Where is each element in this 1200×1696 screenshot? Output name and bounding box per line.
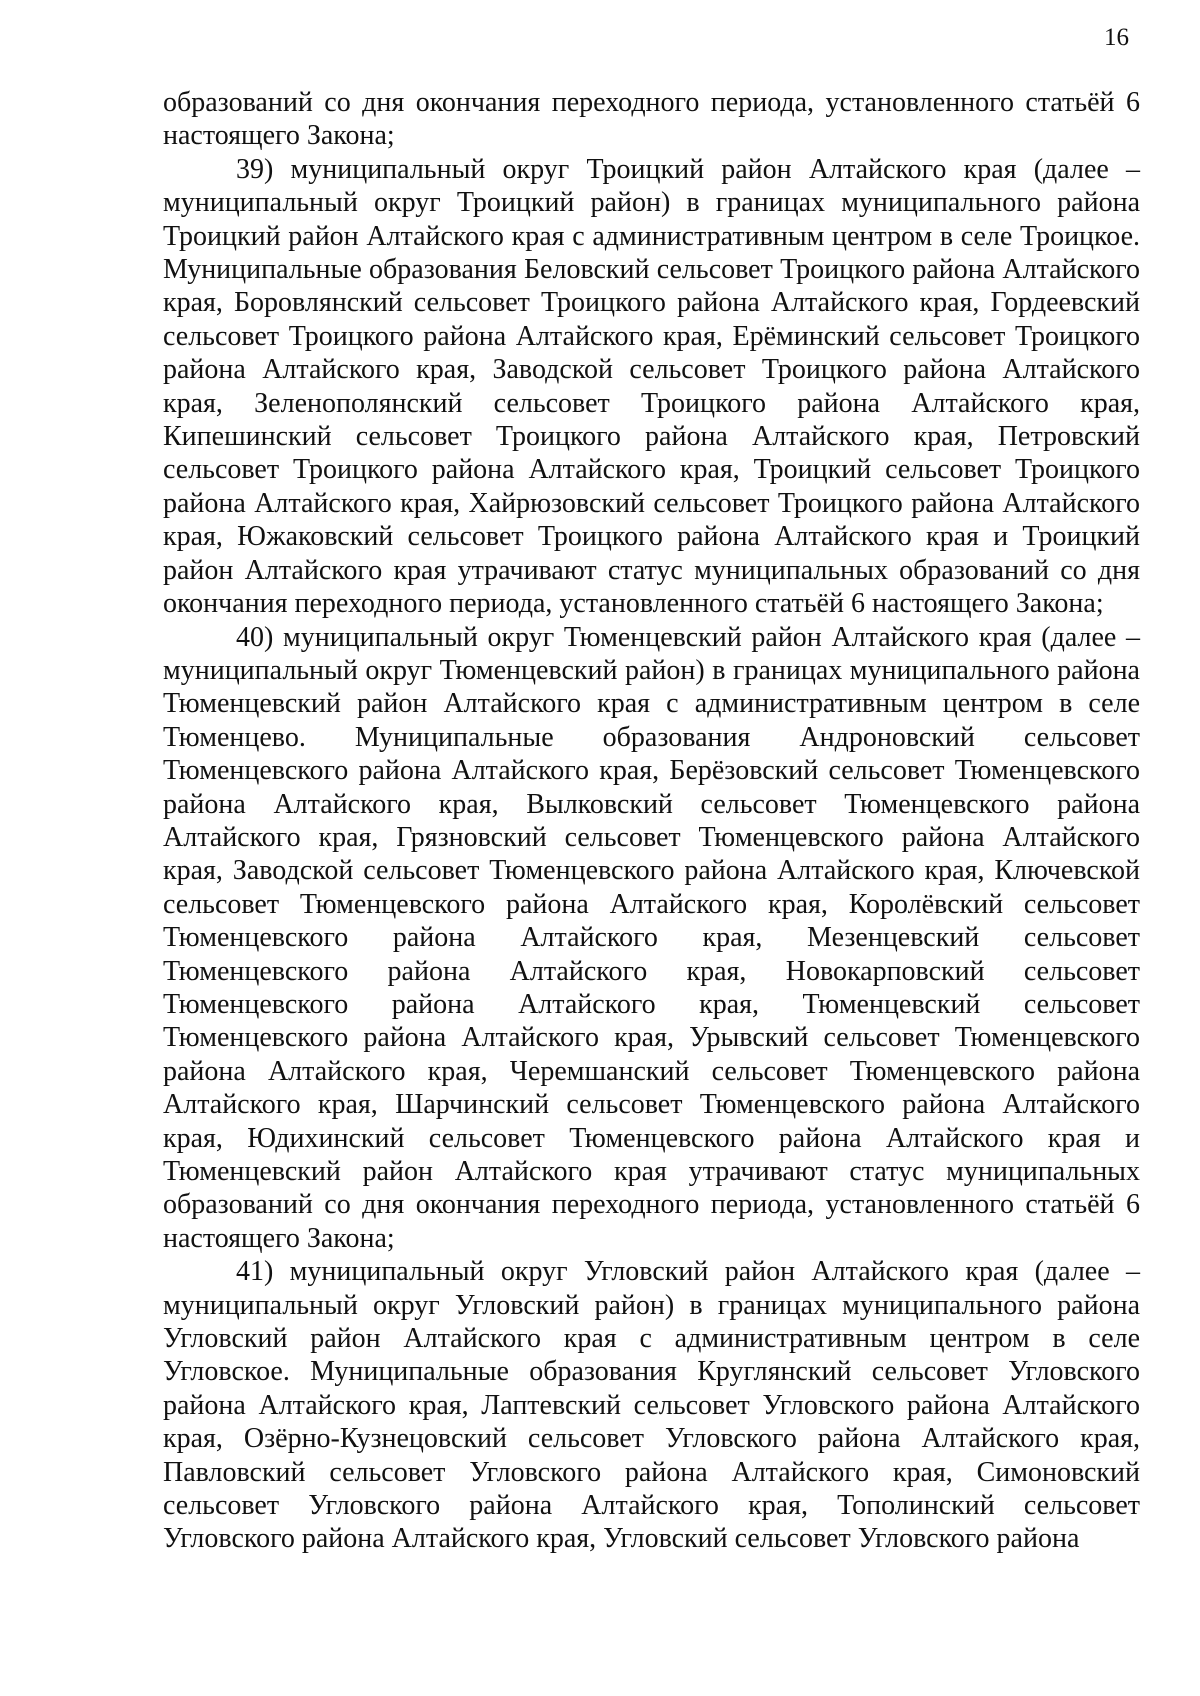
paragraph-item-39: 39) муниципальный округ Троицкий район Алтайского края (далее – муниципальный округ Троицкий район) в границах муниципального района Троицкий район Алтайского края с административным центром в селе Троицкое. Муниципальные образования Беловский сельсовет Троицкого района Алтайского края, Боровлянский сельсовет Троицкого района Алтайского края, Гордеевский сельсовет Троицкого района Алтайского края, Ерёминский сельсовет Троицкого района Алтайского края, Заводской сельсовет Троицкого района Алтайского края, Зеленополянский сельсовет Троицкого района Алтайского края, Кипешинский сельсовет Троицкого района Алтайского края, Петровский сельсовет Троицкого района Алтайского края, Троицкий сельсовет Троицкого района Алтайского края, Хайрюзовский сельсовет Троицкого района Алтайского края, Южаковский сельсовет Троицкого района Алтайского края и Троицкий район Алтайского края утрачивают статус муниципальных образований со дня окончания переходного периода, установленного статьёй 6 настоящего Закона; bbox=[163, 153, 1140, 620]
paragraph-continuation: образований со дня окончания переходного периода, установленного статьёй 6 настоящего Закона; bbox=[163, 87, 1140, 152]
page-number: 16 bbox=[1104, 24, 1129, 51]
paragraph-item-40: 40) муниципальный округ Тюменцевский район Алтайского края (далее – муниципальный округ Тюменцевский район) в границах муниципального района Тюменцевский район Алтайского края с административным центром в селе Тюменцево. Муниципальные образования Андроновский сельсовет Тюменцевского района Алтайского края, Берёзовский сельсовет Тюменцевского района Алтайского края, Вылковский сельсовет Тюменцевского района Алтайского края, Грязновский сельсовет Тюменцевского района Алтайского края, Заводской сельсовет Тюменцевского района Алтайского края, Ключевской сельсовет Тюменцевского района Алтайского края, Королёвский сельсовет Тюменцевского района Алтайского края, Мезенцевский сельсовет Тюменцевского района Алтайского края, Новокарповский сельсовет Тюменцевского района Алтайского края, Тюменцевский сельсовет Тюменцевского района Алтайского края, Урывский сельсовет Тюменцевского района Алтайского края, Черемшанский сельсовет Тюменцевского района Алтайского края, Шарчинский сельсовет Тюменцевского района Алтайского края, Юдихинский сельсовет Тюменцевского района Алтайского края и Тюменцевский район Алтайского края утрачивают статус муниципальных образований со дня окончания переходного периода, установленного статьёй 6 настоящего Закона; bbox=[163, 621, 1140, 1254]
document-body bbox=[163, 86, 1140, 1556]
paragraph-item-41: 41) муниципальный округ Угловский район Алтайского края (далее – муниципальный округ Угловский район) в границах муниципального района Угловский район Алтайского края с административным центром в селе Угловское. Муниципальные образования Круглянский сельсовет Угловского района Алтайского края, Лаптевский сельсовет Угловского района Алтайского края, Озёрно-Кузнецовский сельсовет Угловского района Алтайского края, Павловский сельсовет Угловского района Алтайского края, Симоновский сельсовет Угловского района Алтайского края, Тополинский сельсовет Угловского района Алтайского края, Угловский сельсовет Угловского района bbox=[163, 1256, 1140, 1555]
